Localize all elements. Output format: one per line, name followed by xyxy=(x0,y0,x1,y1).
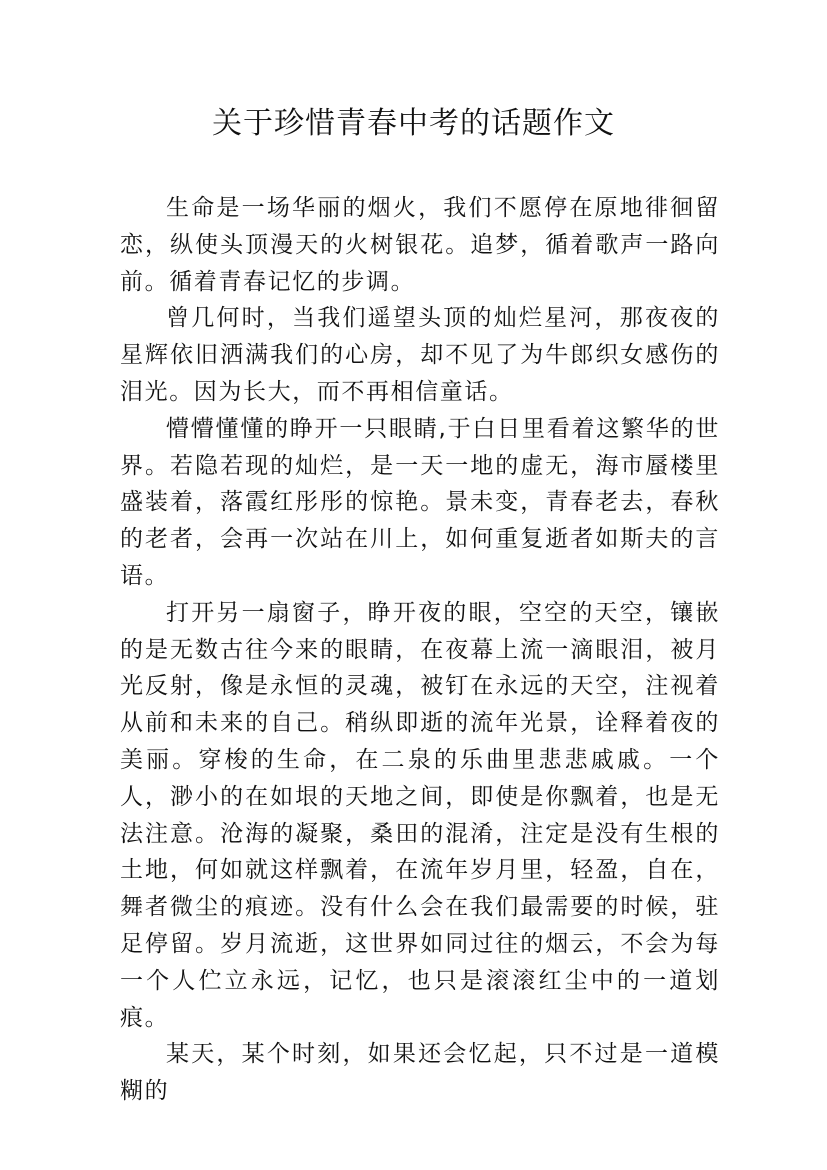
paragraph-5: 某天，某个时刻，如果还会忆起，只不过是一道模糊的 xyxy=(120,1041,720,1105)
document-title: 关于珍惜青春中考的话题作文 xyxy=(212,106,615,141)
paragraph-3: 懵懵懂懂的睁开一只眼睛,于白日里看着这繁华的世界。若隐若现的灿烂，是一天一地的虚无，海市蜃楼里盛装着，落霞红彤彤的惊艳。景未变，青春老去，春秋的老者，会再一次站在川上，如何重复逝者如斯夫的言语。 xyxy=(120,415,720,589)
paragraph-4: 打开另一扇窗子，睁开夜的眼，空空的天空，镶嵌的是无数古往今来的眼睛，在夜幕上流一滴眼泪，被月光反射，像是永恒的灵魂，被钉在永远的天空，注视着从前和未来的自己。稍纵即逝的流年光景，诠释着夜的美丽。穿梭的生命，在二泉的乐曲里悲悲戚戚。一个人，渺小的在如垠的天地之间，即使是你飘着，也是无法注意。沧海的凝聚，桑田的混淆，注定是没有生根的土地，何如就这样飘着，在流年岁月里，轻盈，自在，舞者微尘的痕迹。没有什么会在我们最需要的时候，驻足停留。岁月流逝，这世界如同过往的烟云，不会为每一个人伫立永远，记忆，也只是滚滚红尘中的一道划痕。 xyxy=(120,599,720,1031)
document-body xyxy=(120,190,720,1110)
paragraph-2: 曾几何时，当我们遥望头顶的灿烂星河，那夜夜的星辉依旧洒满我们的心房，却不见了为牛郎织女感伤的泪光。因为长大，而不再相信童话。 xyxy=(120,305,720,405)
paragraph-1: 生命是一场华丽的烟火，我们不愿停在原地徘徊留恋，纵使头顶漫天的火树银花。追梦，循着歌声一路向前。循着青春记忆的步调。 xyxy=(120,195,720,295)
